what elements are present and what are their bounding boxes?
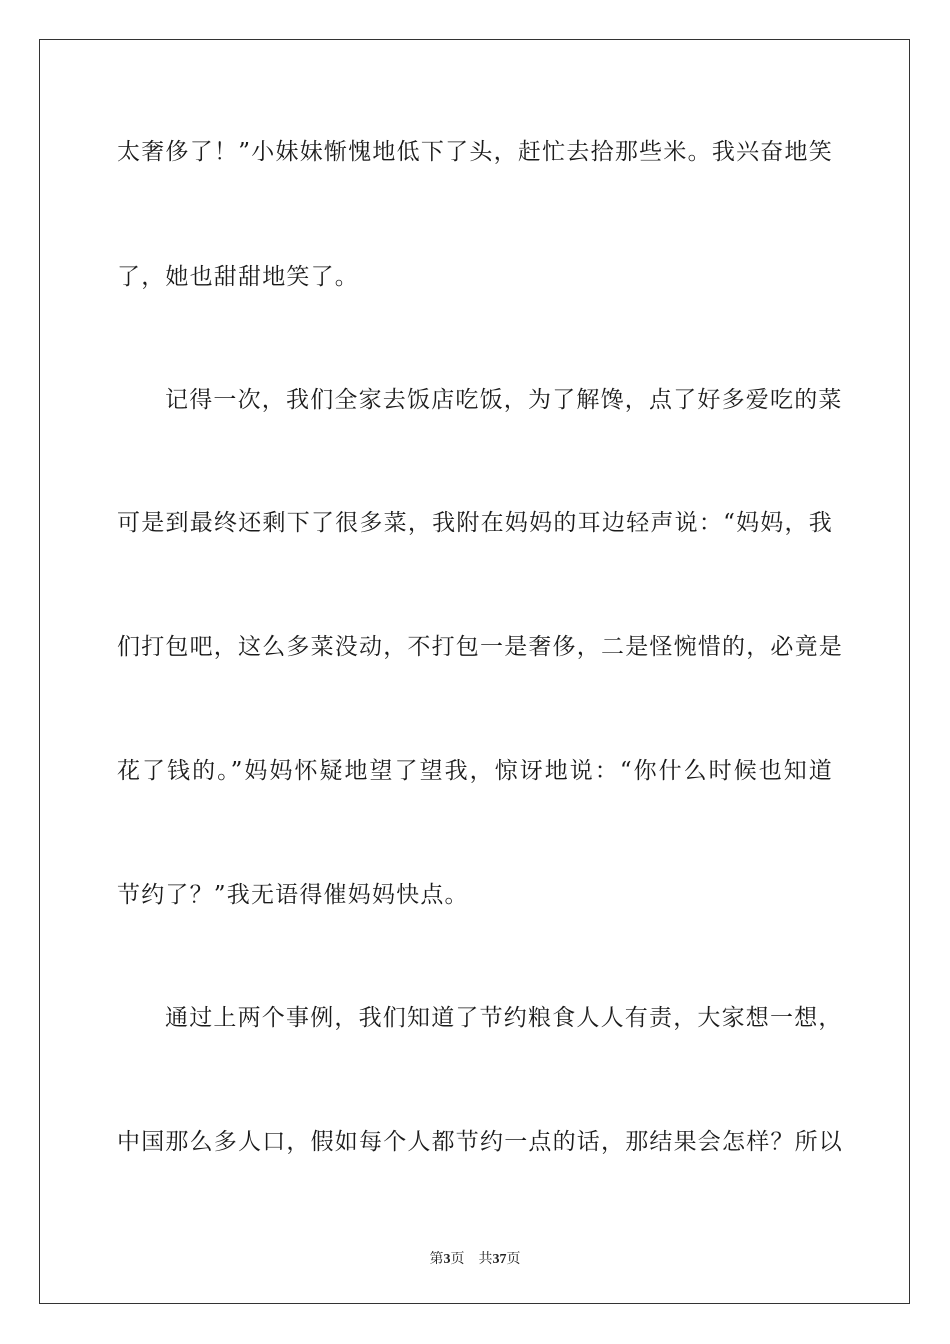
text-line-7: 节约了？”我无语得催妈妈快点。 <box>117 882 469 908</box>
text-line-4: 可是到最终还剩下了很多菜，我附在妈妈的耳边轻声说：“妈妈，我 <box>117 510 833 536</box>
total-prefix: 共 <box>478 1252 493 1267</box>
page-number: 3 <box>443 1252 451 1267</box>
text-line-8: 通过上两个事例，我们知道了节约粮食人人有责，大家想一想， <box>165 1005 843 1031</box>
text-line-3: 记得一次，我们全家去饭店吃饭，为了解馋，点了好多爱吃的菜 <box>165 387 843 413</box>
text-line-2: 了，她也甜甜地笑了。 <box>117 264 359 290</box>
total-suffix: 页 <box>506 1252 521 1267</box>
total-pages: 37 <box>492 1252 507 1267</box>
text-line-1: 太奢侈了！”小妹妹惭愧地低下了头，赶忙去拾那些米。我兴奋地笑 <box>117 139 833 165</box>
page-footer <box>0 1248 950 1268</box>
page-suffix: 页 <box>450 1252 465 1267</box>
page-border <box>39 39 910 1304</box>
text-line-6: 花了钱的。”妈妈怀疑地望了望我，惊讶地说：“你什么时候也知道 <box>117 758 833 784</box>
page-prefix: 第 <box>429 1252 444 1267</box>
text-line-9: 中国那么多人口，假如每个人都节约一点的话，那结果会怎样？所以 <box>117 1129 843 1155</box>
text-line-5: 们打包吧，这么多菜没动，不打包一是奢侈，二是怪惋惜的，必竟是 <box>117 634 843 660</box>
